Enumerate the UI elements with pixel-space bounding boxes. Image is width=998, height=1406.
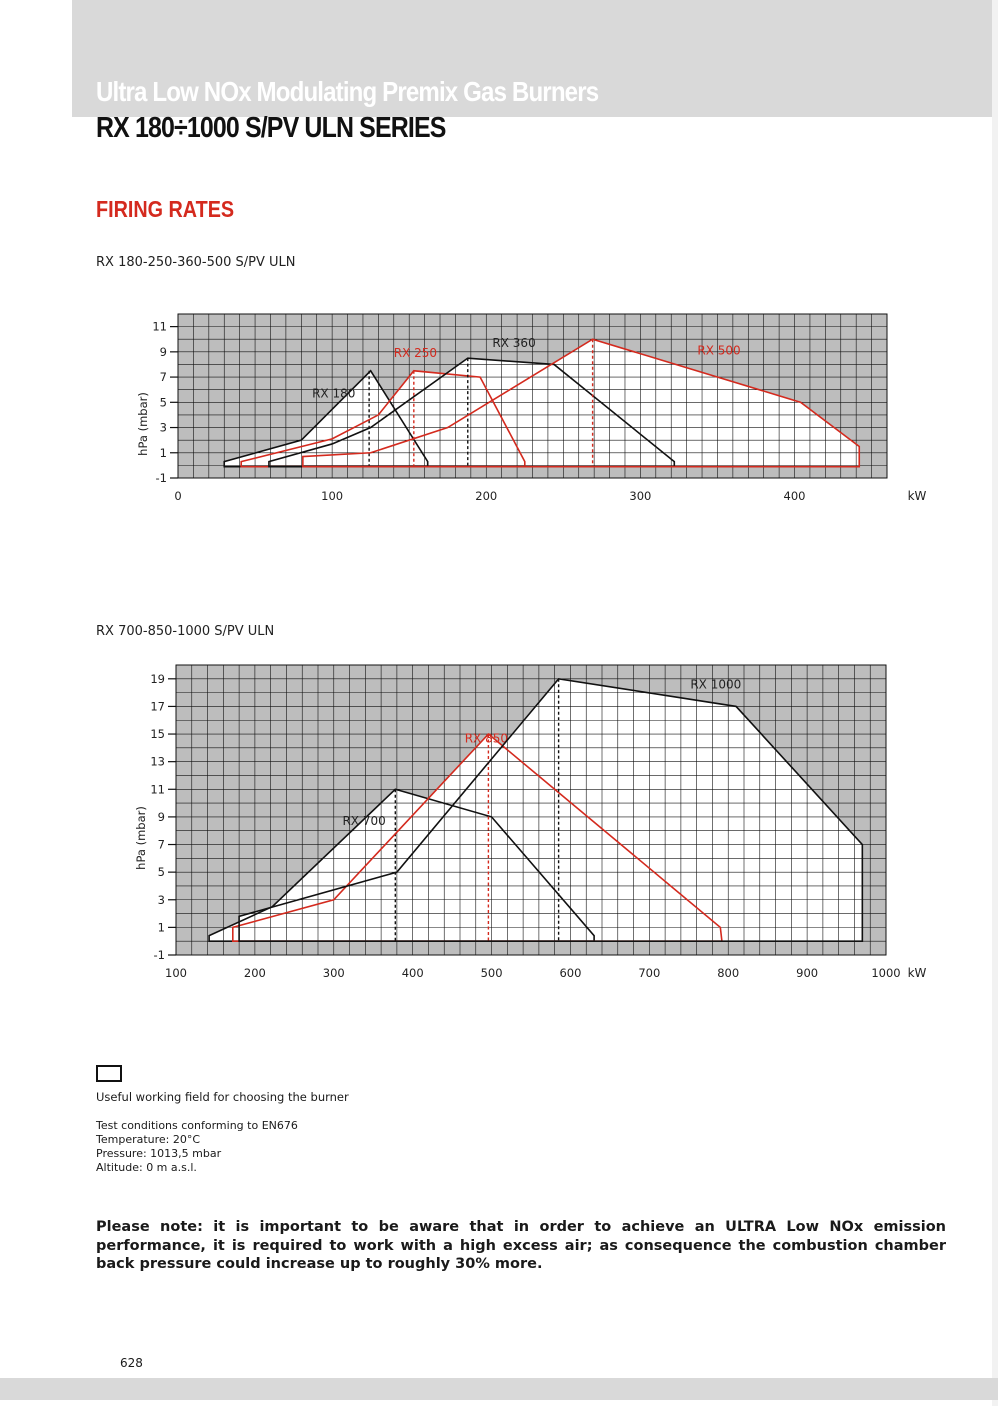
x-tick-label: 400 <box>401 966 424 980</box>
firing-rate-chart-1 <box>0 300 998 515</box>
please-note: Please note: it is important to be aware that in order to achieve an ULTRA Low NOx emission performance, it is required to work with a high excess air; as consequence the combustion chamber back pressure could increase up to roughly 30% more. <box>96 1219 946 1272</box>
y-tick-label: 7 <box>157 837 165 852</box>
series-label: RX 700 <box>342 814 386 829</box>
firing-rate-chart-2 <box>0 652 998 987</box>
chart2-title: RX 700-850-1000 S/PV ULN <box>96 624 275 639</box>
y-axis-label: hPa (mbar) <box>136 392 150 456</box>
legend-swatch <box>96 1065 122 1082</box>
test-conditions-standard: Test conditions conforming to EN676 <box>96 1119 298 1132</box>
x-tick-label: 100 <box>165 966 187 980</box>
y-tick-label: 1 <box>157 920 165 935</box>
document-subtitle: RX 180÷1000 S/PV ULN SERIES <box>96 112 446 144</box>
y-tick-label: 1 <box>159 445 167 460</box>
y-tick-label: 7 <box>159 370 167 385</box>
section-title: FIRING RATES <box>96 196 235 222</box>
test-conditions <box>96 1119 298 1175</box>
x-tick-label: 900 <box>796 966 819 980</box>
y-tick-label: 11 <box>150 782 165 797</box>
series-label: RX 250 <box>393 345 438 360</box>
x-tick-label: 0 <box>174 489 182 503</box>
y-tick-label: 5 <box>157 865 165 880</box>
test-conditions-temperature: Temperature: 20°C <box>96 1133 201 1146</box>
x-tick-label: 200 <box>243 966 266 980</box>
series-label: RX 360 <box>492 335 536 350</box>
y-tick-label: 17 <box>150 699 165 714</box>
document-title: Ultra Low NOx Modulating Premix Gas Burners <box>96 76 599 107</box>
x-tick-label: 100 <box>321 489 344 503</box>
x-axis-label: kW <box>907 966 927 980</box>
series-label: RX 500 <box>697 343 741 358</box>
x-axis-label: kW <box>907 489 927 503</box>
x-tick-label: 700 <box>638 966 661 980</box>
test-conditions-altitude: Altitude: 0 m a.s.l. <box>96 1161 197 1174</box>
x-tick-label: 400 <box>783 489 806 503</box>
y-tick-label: 19 <box>150 671 165 686</box>
footer-band <box>0 1378 998 1400</box>
series-label: RX 1000 <box>690 677 742 692</box>
test-conditions-pressure: Pressure: 1013,5 mbar <box>96 1147 222 1160</box>
y-tick-label: 9 <box>159 344 167 359</box>
y-tick-label: -1 <box>155 471 167 485</box>
y-tick-label: -1 <box>153 948 165 962</box>
x-tick-label: 300 <box>629 489 652 503</box>
y-axis-label: hPa (mbar) <box>134 806 148 870</box>
y-tick-label: 13 <box>150 754 165 769</box>
y-tick-label: 9 <box>157 809 165 824</box>
y-tick-label: 3 <box>157 892 165 907</box>
x-tick-label: 800 <box>717 966 740 980</box>
y-tick-label: 11 <box>152 319 167 334</box>
page-number: 628 <box>120 1356 143 1370</box>
x-tick-label: 1000 <box>871 966 901 980</box>
x-tick-label: 300 <box>322 966 345 980</box>
x-tick-label: 600 <box>559 966 582 980</box>
legend-text: Useful working field for choosing the burner <box>96 1090 349 1104</box>
series-label: RX 850 <box>464 731 509 746</box>
chart1-title: RX 180-250-360-500 S/PV ULN <box>96 255 296 270</box>
y-tick-label: 5 <box>159 395 167 410</box>
x-tick-label: 200 <box>475 489 498 503</box>
y-tick-label: 3 <box>159 420 167 435</box>
y-tick-label: 15 <box>150 727 165 742</box>
series-label: RX 180 <box>312 386 356 401</box>
x-tick-label: 500 <box>480 966 503 980</box>
